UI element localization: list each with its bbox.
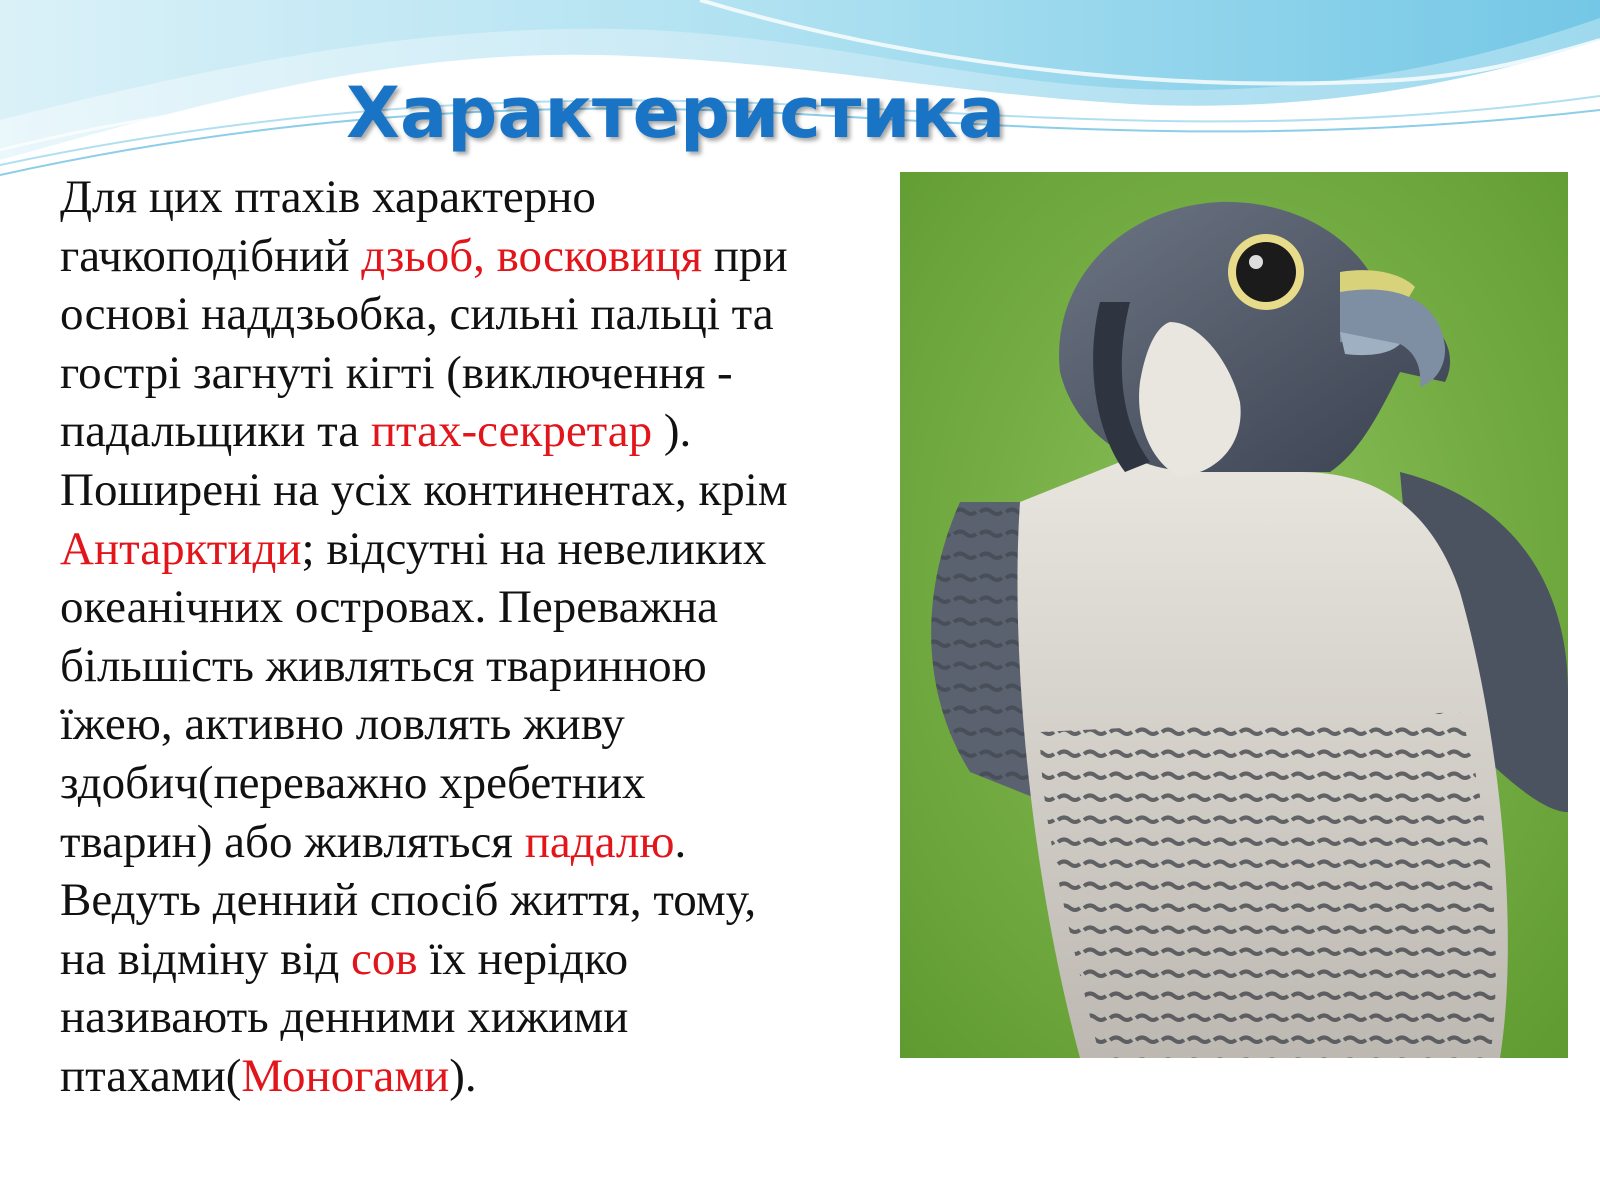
text-line [60,168,890,227]
text-segment: птахами( [60,1049,242,1102]
slide-title: Характеристика [346,72,1006,154]
text-segment: . [674,815,687,868]
body-paragraph [60,168,890,1106]
text-line [60,988,890,1047]
text-segment: падальщики та [60,405,371,458]
text-segment: більшість живляться тваринною [60,639,707,692]
text-segment: називають денними хижими [60,991,629,1044]
highlighted-term: Моногами [241,1049,450,1102]
text-segment: гострі загнуті кігті (виключення - [60,346,733,399]
text-line [60,930,890,989]
text-segment: тварин) або живляться [60,815,525,868]
text-line [60,695,890,754]
falcon-photo [900,172,1568,1058]
text-segment: їжею, активно ловлять живу [60,698,625,751]
text-line [60,344,890,403]
text-line [60,461,890,520]
text-line [60,1047,890,1106]
text-segment: Поширені на усіх континентах, крім [60,463,788,516]
text-segment: океанічних островах. Переважна [60,581,719,634]
text-segment: Для цих птахів характерно [60,171,596,223]
highlighted-term: падалю [524,815,675,868]
highlighted-term: Антарктиди [60,522,302,575]
highlighted-term: дзьоб, восковиця [361,229,703,282]
text-line [60,578,890,637]
text-line [60,520,890,579]
text-segment: ). [449,1049,477,1102]
text-line [60,227,890,286]
text-segment: при [702,229,788,282]
text-segment: ). [652,405,692,458]
highlighted-term: сов [351,932,418,985]
text-segment: на відміну від [60,932,352,985]
text-line [60,813,890,872]
highlighted-term: птах-секретар [370,405,653,458]
text-segment: здобич(переважно хребетних [60,756,646,809]
text-line [60,754,890,813]
text-segment: гачкоподібний [60,229,362,282]
text-line [60,637,890,696]
text-segment: їх нерідко [417,932,629,985]
text-segment: ; відсутні на невеликих [301,522,767,575]
text-segment: основі наддзьобка, сильні пальці та [60,288,774,341]
text-line [60,285,890,344]
text-segment: Ведуть денний спосіб життя, тому, [60,874,757,927]
text-line [60,402,890,461]
text-line [60,871,890,930]
